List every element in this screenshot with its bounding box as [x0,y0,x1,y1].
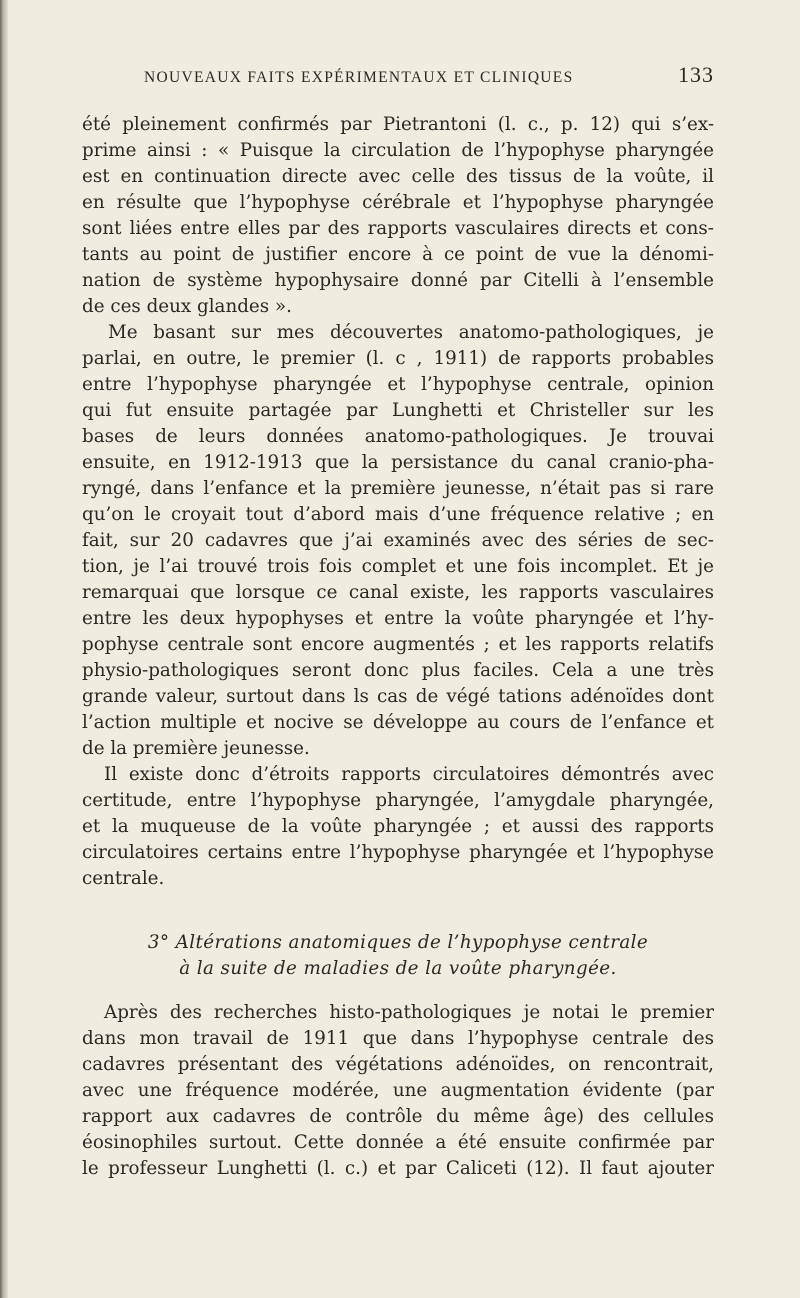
text-line: de ces deux glandes ». [82,296,292,317]
page-binding-edge [0,0,8,1298]
text-line: éosinophiles surtout. Cette donnée a été ensuite confirmée par [82,1132,714,1153]
text-line: dans mon travail de 1911 que dans l’hypophyse centrale des [82,1028,714,1049]
text-line: tion, je l’ai trouvé trois fois complet et une fois incomplet. Et je [82,556,714,577]
text-line: avec une fréquence modérée, une augmentation évidente (par [82,1080,714,1101]
text-line: certitude, entre l’hypophyse pharyngée, l’amygdale pharyngée, [82,790,714,811]
text-line: le professeur Lunghetti (l. c.) et par Caliceti (12). Il faut ajouter [82,1158,714,1179]
text-line: bases de leurs données anatomo-pathologiques. Je trouvai [82,426,714,447]
text-line: physio-pathologiques seront donc plus faciles. Cela a une très [82,660,714,681]
text-line: nation de système hypophysaire donné par Citelli à l’ensemble [82,270,714,291]
text-line: l’action multiple et nocive se développe au cours de l’enfance et [82,712,714,733]
text-line: entre les deux hypophyses et entre la voûte pharyngée et l’hy- [82,608,714,629]
text-line: Après des recherches histo-pathologiques je notai le premier [104,1002,714,1023]
running-title: NOUVEAUX FAITS EXPÉRIMENTAUX ET CLINIQUES [144,69,574,86]
text-line: remarquai que lorsque ce canal existe, les rapports vasculaires [82,582,714,603]
text-line: sont liées entre elles par des rapports vasculaires directs et cons- [82,218,714,239]
text-line: rapport aux cadavres de contrôle du même âge) des cellules [82,1106,714,1127]
text-line: grande valeur, surtout dans ls cas de végé tations adénoïdes dont [82,686,714,707]
section-heading-continued: à la suite de maladies de la voûte pharyngée. [179,958,617,979]
text-line: fait, sur 20 cadavres que j’ai examinés avec des séries de sec- [82,530,714,551]
text-line: tants au point de justifier encore à ce point de vue la dénomi- [82,244,714,265]
text-line: est en continuation directe avec celle des tissus de la voûte, il [82,166,714,187]
text-line: qu’on le croyait tout d’abord mais d’une fréquence relative ; en [82,504,714,525]
text-line: entre l’hypophyse pharyngée et l’hypophyse centrale, opinion [82,374,714,395]
page-header [144,62,714,94]
section-heading: 3° Altérations anatomiques de l’hypophyse centrale [147,932,649,953]
text-line: circulatoires certains entre l’hypophyse pharyngée et l’hypophyse [82,842,714,863]
text-line: ryngé, dans l’enfance et la première jeunesse, n’était pas si rare [82,478,714,499]
text-line: de la première jeunesse. [82,738,310,759]
text-line: prime ainsi : « Puisque la circulation de l’hypophyse pharyngée [82,140,714,161]
text-line: pophyse centrale sont encore augmentés ; et les rapports relatifs [82,634,714,655]
text-line: été pleinement confirmés par Pietrantoni (l. c., p. 12) qui s’ex- [82,114,714,135]
text-line: qui fut ensuite partagée par Lunghetti et Christeller sur les [82,400,714,421]
text-line: Me basant sur mes découvertes anatomo-pathologiques, je [108,322,714,343]
text-line: centrale. [82,868,165,889]
text-line: Il existe donc d’étroits rapports circulatoires démontrés avec [104,764,714,785]
text-line: parlai, en outre, le premier (l. c , 1911) de rapports probables [82,348,714,369]
text-line: ensuite, en 1912-1913 que la persistance du canal cranio-pha- [82,452,714,473]
page-number: 133 [678,62,714,87]
text-line: et la muqueuse de la voûte pharyngée ; et aussi des rapports [82,816,714,837]
text-line: cadavres présentant des végétations adénoïdes, on rencontrait, [82,1054,714,1075]
text-line: en résulte que l’hypophyse cérébrale et l’hypophyse pharyngée [82,192,714,213]
